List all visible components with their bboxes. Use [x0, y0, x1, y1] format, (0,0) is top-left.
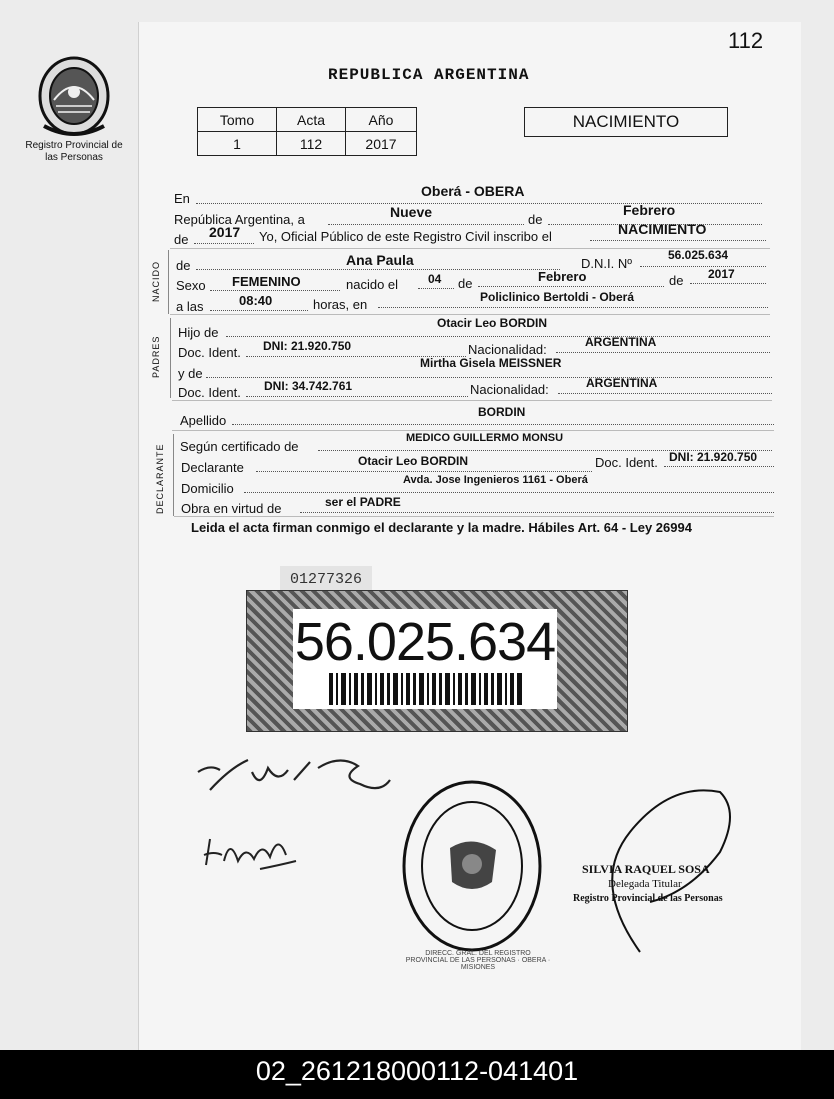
value-acta: 112 — [277, 132, 346, 156]
label-en: En — [174, 191, 190, 206]
value-nac-anio: 2017 — [708, 267, 735, 281]
value-anio: 2017 — [209, 224, 241, 240]
label-domicilio: Domicilio — [181, 481, 234, 496]
value-sexo: FEMENINO — [232, 274, 301, 289]
label-hijo-de: Hijo de — [178, 325, 219, 340]
value-nombre: Ana Paula — [346, 252, 414, 268]
label-republica: República Argentina, a — [174, 212, 305, 227]
label-sexo: Sexo — [176, 278, 206, 293]
dni-label-white — [293, 609, 557, 709]
value-dia: Nueve — [390, 204, 433, 220]
header-anio: Año — [346, 108, 417, 132]
value-tomo: 1 — [198, 132, 277, 156]
value-declarante: Otacir Leo BORDIN — [358, 454, 469, 468]
label-doc-ident-madre: Doc. Ident. — [178, 385, 241, 400]
side-label-nacido: NACIDO — [151, 260, 161, 302]
value-certificado: MEDICO GUILLERMO MONSU — [406, 432, 564, 444]
document-title: REPUBLICA ARGENTINA — [328, 66, 530, 84]
registro-label: Registro Provincial de las Personas — [25, 140, 123, 163]
value-padre-nac: ARGENTINA — [585, 335, 657, 349]
label-a-las: a las — [176, 299, 204, 314]
value-hora: 08:40 — [239, 293, 273, 308]
signature-madre-icon — [200, 825, 310, 880]
value-nac-mes: Febrero — [538, 269, 587, 284]
official-office: Registro Provincial de las Personas — [573, 893, 723, 904]
dni-label-number: 56.025.634 — [294, 612, 556, 672]
label-nacionalidad-padre: Nacionalidad: — [468, 342, 547, 357]
label-obra: Obra en virtud de — [181, 501, 282, 516]
label-apellido: Apellido — [180, 413, 227, 428]
value-virtud: ser el PADRE — [325, 495, 401, 509]
official-name: SILVIA RAQUEL SOSA — [582, 862, 710, 876]
value-decl-dni: DNI: 21.920.750 — [669, 450, 758, 464]
dni-label-sticker — [246, 590, 628, 732]
tomo-acta-table — [197, 107, 417, 156]
side-label-declarante: DECLARANTE — [155, 443, 165, 514]
label-declarante: Declarante — [181, 460, 244, 475]
label-horas-en: horas, en — [313, 297, 368, 312]
signature-declarante-icon — [190, 750, 410, 810]
value-lugar-nac: Policlinico Bertoldi - Oberá — [480, 290, 635, 304]
header-acta: Acta — [277, 108, 346, 132]
label-doc-ident-decl: Doc. Ident. — [595, 455, 658, 470]
record-type-box: NACIMIENTO — [524, 107, 728, 137]
value-dni: 56.025.634 — [668, 248, 729, 262]
official-role: Delegada Titular — [608, 878, 682, 890]
label-de-4: de — [669, 273, 684, 288]
stamp-text: DIRECC. GRAL. DEL REGISTRO PROVINCIAL DE LAS PERSONAS · OBERA · MISIONES — [405, 950, 551, 971]
provincia-seal-icon — [36, 56, 112, 138]
value-lugar: Oberá - OBERA — [421, 183, 525, 199]
label-yo: Yo, Oficial Público de este Registro Civil inscribo el — [259, 229, 552, 244]
header-tomo: Tomo — [198, 108, 277, 132]
label-de-3: de — [458, 276, 473, 291]
value-apellido: BORDIN — [478, 405, 526, 419]
label-segun: Según certificado de — [180, 439, 299, 454]
label-de-nombre: de — [176, 258, 191, 273]
value-madre: Mirtha Gisela MEISSNER — [420, 356, 562, 370]
value-domicilio: Avda. Jose Ingenieros 1161 - Oberá — [403, 474, 588, 486]
label-de-1: de — [528, 212, 543, 227]
value-madre-dni: DNI: 34.742.761 — [264, 379, 353, 393]
value-mes: Febrero — [623, 202, 676, 218]
value-madre-nac: ARGENTINA — [586, 376, 658, 390]
side-label-padres: PADRES — [151, 335, 161, 378]
barcode-icon — [329, 673, 523, 705]
serial-number: 01277326 — [280, 566, 372, 594]
label-nacionalidad-madre: Nacionalidad: — [470, 382, 549, 397]
label-doc-ident-padre: Doc. Ident. — [178, 345, 241, 360]
value-padre-dni: DNI: 21.920.750 — [263, 339, 352, 353]
value-inscribe: NACIMIENTO — [618, 221, 707, 237]
label-de-2: de — [174, 232, 189, 247]
registro-stamp-icon — [400, 778, 550, 958]
footer-filename: 02_261218000112-041401 — [0, 1050, 834, 1099]
value-padre: Otacir Leo BORDIN — [437, 316, 548, 330]
label-y-de: y de — [178, 366, 203, 381]
label-nacido-el: nacido el — [346, 277, 399, 292]
page-number: 112 — [728, 28, 764, 53]
leida-text: Leida el acta firman conmigo el declarante y la madre. Hábiles Art. 64 - Ley 26994 — [191, 520, 692, 535]
value-anio: 2017 — [346, 132, 417, 156]
value-nac-dia: 04 — [428, 272, 442, 286]
label-dni: D.N.I. Nº — [581, 256, 632, 271]
